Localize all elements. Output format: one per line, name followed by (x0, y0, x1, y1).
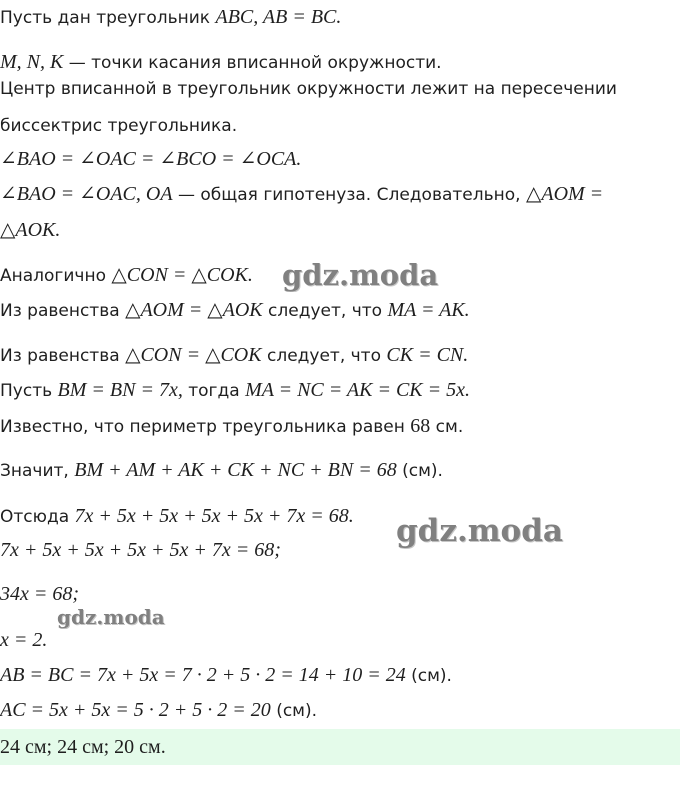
math: x = 2. (0, 629, 48, 651)
line-6 (0, 183, 603, 206)
line-5 (0, 148, 301, 171)
math: AC = 5x + 5x = 5 · 2 + 5 · 2 = 20 (0, 699, 271, 721)
text: Значит, (0, 461, 75, 481)
line-8 (0, 264, 253, 287)
line-9 (0, 299, 470, 322)
watermark-logo: gdz.moda (57, 605, 165, 629)
text: следует, что (262, 301, 388, 321)
math: CK = CN. (386, 344, 469, 366)
math: △CON = △COK. (111, 264, 253, 286)
text: Известно, что периметр треугольника равен (0, 417, 411, 437)
math: 34x = 68; (0, 583, 80, 605)
line-2 (0, 51, 442, 74)
line-1 (0, 6, 341, 29)
text: см. (430, 417, 464, 437)
watermark-logo: gdz.moda (396, 513, 563, 549)
text: (см). (405, 666, 452, 686)
text: Аналогично (0, 266, 112, 286)
math: 7x + 5x + 5x + 5x + 5x + 7x = 68. (74, 505, 354, 527)
line-13 (0, 459, 443, 482)
text: Из равенства (0, 346, 126, 366)
math: △AOK. (0, 219, 61, 241)
text: Отсюда (0, 507, 75, 527)
line-17 (0, 629, 47, 652)
text: Из равенства (0, 301, 126, 321)
math: △AOM = (525, 183, 604, 205)
text: Пусть (0, 381, 58, 401)
math: BM + AM + AK + CK + NC + BN = 68 (74, 459, 397, 481)
math: 68 (410, 415, 431, 437)
line-3 (0, 78, 617, 100)
math: ABC, AB = BC. (215, 6, 342, 28)
line-19 (0, 699, 317, 722)
answer-text: 24 см; 24 см; 20 см. (0, 736, 166, 758)
math: ∠BAO = ∠OAC = ∠BCO = ∠OCA. (0, 148, 302, 170)
text: следует, что (261, 346, 387, 366)
line-10 (0, 344, 468, 367)
line-16 (0, 583, 79, 606)
math: MA = AK. (387, 299, 470, 321)
math: 7x + 5x + 5x + 5x + 5x + 7x = 68; (0, 539, 281, 561)
text: Центр вписанной в треугольник окружности лежит на пересечении (0, 79, 617, 99)
math: M, N, K (0, 51, 64, 73)
math: △CON = △COK (125, 344, 262, 366)
math: ∠BAO = ∠OAC, OA (0, 183, 173, 205)
text: — точки касания вписанной окружности. (63, 53, 442, 73)
line-15 (0, 539, 281, 562)
text: биссектрис треугольника. (0, 116, 238, 136)
line-12 (0, 415, 463, 438)
line-7 (0, 219, 60, 242)
text: тогда (182, 381, 246, 401)
text: (см). (270, 701, 318, 721)
line-4 (0, 115, 237, 137)
text: (см). (396, 461, 443, 481)
math: BM = BN = 7x, (57, 379, 183, 401)
watermark-logo: gdz.moda (282, 258, 439, 292)
math: MA = NC = AK = CK = 5x. (245, 379, 470, 401)
line-18 (0, 664, 452, 687)
line-14 (0, 505, 354, 528)
text: Пусть дан треугольник (0, 8, 216, 28)
math: AB = BC = 7x + 5x = 7 · 2 + 5 · 2 = 14 + 10 = 24 (0, 664, 406, 686)
math: △AOM = △AOK (125, 299, 263, 321)
line-11 (0, 379, 470, 402)
text: — общая гипотенуза. Следовательно, (172, 185, 526, 205)
